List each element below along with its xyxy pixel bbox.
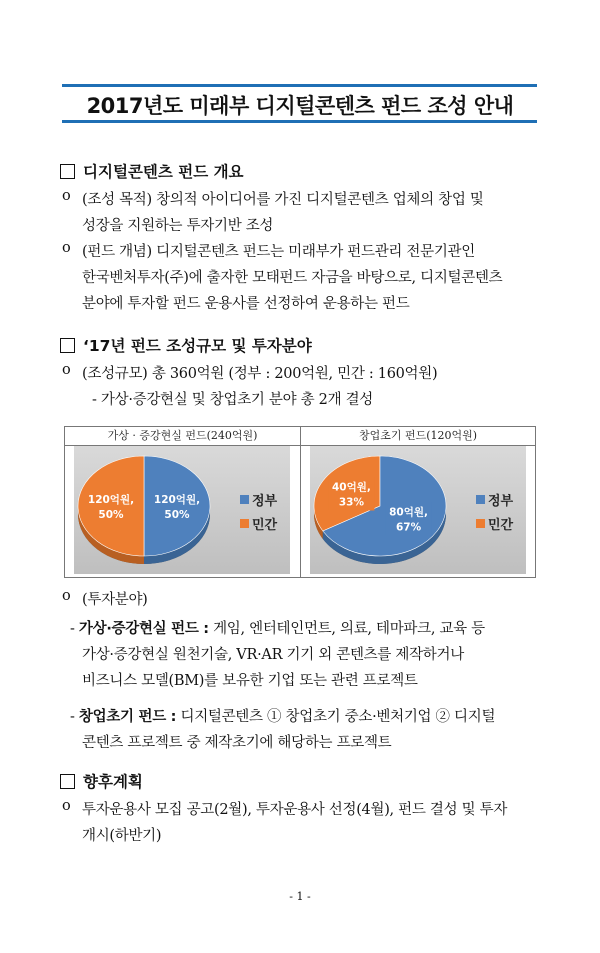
chart-panel-vr: [74, 446, 290, 574]
title-bar-bottom: [62, 120, 537, 123]
section-heading-text: 디지털콘텐츠 펀드 개요: [83, 163, 244, 181]
pie-chart-startup: [310, 446, 526, 574]
vr-fund-label: 가상·증강현실 펀드 :: [78, 621, 209, 637]
vr-fund-text: 게임, 엔터테인먼트, 의료, 테마파크, 교육 등: [208, 621, 485, 637]
data-label-government: 50%: [164, 509, 190, 521]
overview-concept-line1: (펀드 개념) 디지털콘텐츠 펀드는 미래부가 펀드관리 전문기관인: [82, 244, 475, 260]
overview-concept-line3: 분야에 투자할 펀드 운용사를 선정하여 운용하는 펀드: [82, 296, 410, 312]
section-heading-overview: [60, 160, 244, 182]
chart-panel-startup: [310, 446, 526, 574]
page-number: - 1 -: [289, 890, 311, 903]
plan-line1: 투자운용사 모집 공고(2월), 투자운용사 선정(4월), 펀드 결성 및 투자: [82, 802, 508, 818]
vr-fund-line3: 비즈니스 모델(BM)를 보유한 기업 또는 관련 프로젝트: [82, 673, 418, 689]
data-label-government: 80억원,: [389, 506, 429, 519]
startup-fund-label: 창업초기 펀드 :: [78, 709, 177, 725]
bullet-marker: o: [62, 588, 71, 604]
pie-chart-vr: [74, 446, 290, 574]
chart-title-startup: 창업초기 펀드(120억원): [358, 429, 478, 442]
data-label-government: 120억원,: [153, 494, 201, 506]
bullet-marker: o: [62, 798, 71, 814]
legend-swatch-government: [476, 495, 485, 504]
overview-purpose-line2: 성장을 지원하는 투자기반 조성: [82, 218, 274, 234]
data-label-private: 40억원,: [331, 481, 371, 494]
section-heading-plan: [60, 770, 143, 792]
data-label-private: 50%: [98, 509, 124, 521]
bullet-marker: o: [62, 240, 71, 256]
bullet-marker: o: [62, 188, 71, 204]
checkbox-square-icon: [60, 164, 75, 179]
data-label-private: 33%: [338, 496, 364, 509]
bullet-marker: o: [62, 362, 71, 378]
legend-swatch-private: [240, 519, 249, 528]
startup-fund-line2: 콘텐츠 프로젝트 중 제작초기에 해당하는 프로젝트: [82, 735, 392, 751]
overview-purpose-line1: (조성 목적) 창의적 아이디어를 가진 디지털콘텐츠 업체의 창업 및: [82, 192, 484, 208]
legend-label-private: 민간: [252, 518, 278, 533]
section-heading-text: ‘17년 펀드 조성규모 및 투자분야: [83, 337, 312, 355]
checkbox-square-icon: [60, 338, 75, 353]
data-label-government: 67%: [396, 521, 422, 534]
scale-sub-line: - 가상·증강현실 및 창업초기 분야 총 2개 결성: [92, 392, 374, 408]
legend-label-private: 민간: [488, 518, 514, 533]
fund-charts-frame: [64, 426, 536, 578]
investment-field-heading: (투자분야): [82, 592, 148, 608]
dash-marker: -: [70, 621, 75, 637]
section-heading-scale: [60, 334, 312, 356]
legend-swatch-private: [476, 519, 485, 528]
chart-title-vr: 가상 · 증강현실 펀드(240억원): [107, 429, 258, 442]
vr-fund-line2: 가상·증강현실 원천기술, VR·AR 기기 외 콘텐츠를 제작하거나: [82, 647, 464, 663]
scale-line: (조성규모) 총 360억원 (정부 : 200억원, 민간 : 160억원): [82, 366, 438, 382]
title-bar-top: [62, 84, 537, 87]
legend-label-government: 정부: [488, 494, 514, 509]
vr-fund-line1: [70, 617, 485, 638]
data-label-private: 120억원,: [87, 494, 135, 506]
section-heading-text: 향후계획: [83, 773, 143, 791]
startup-fund-text: 디지털콘텐츠 ① 창업초기 중소·벤처기업 ② 디지털: [176, 709, 496, 725]
dash-marker: -: [70, 709, 75, 725]
legend-swatch-government: [240, 495, 249, 504]
checkbox-square-icon: [60, 774, 75, 789]
plan-line2: 개시(하반기): [82, 828, 162, 844]
overview-concept-line2: 한국벤처투자(주)에 출자한 모태펀드 자금을 바탕으로, 디지털콘텐츠: [82, 270, 503, 286]
page-title: 2017년도 미래부 디지털콘텐츠 펀드 조성 안내: [86, 94, 514, 118]
legend-label-government: 정부: [252, 494, 278, 509]
startup-fund-line1: [70, 705, 495, 726]
